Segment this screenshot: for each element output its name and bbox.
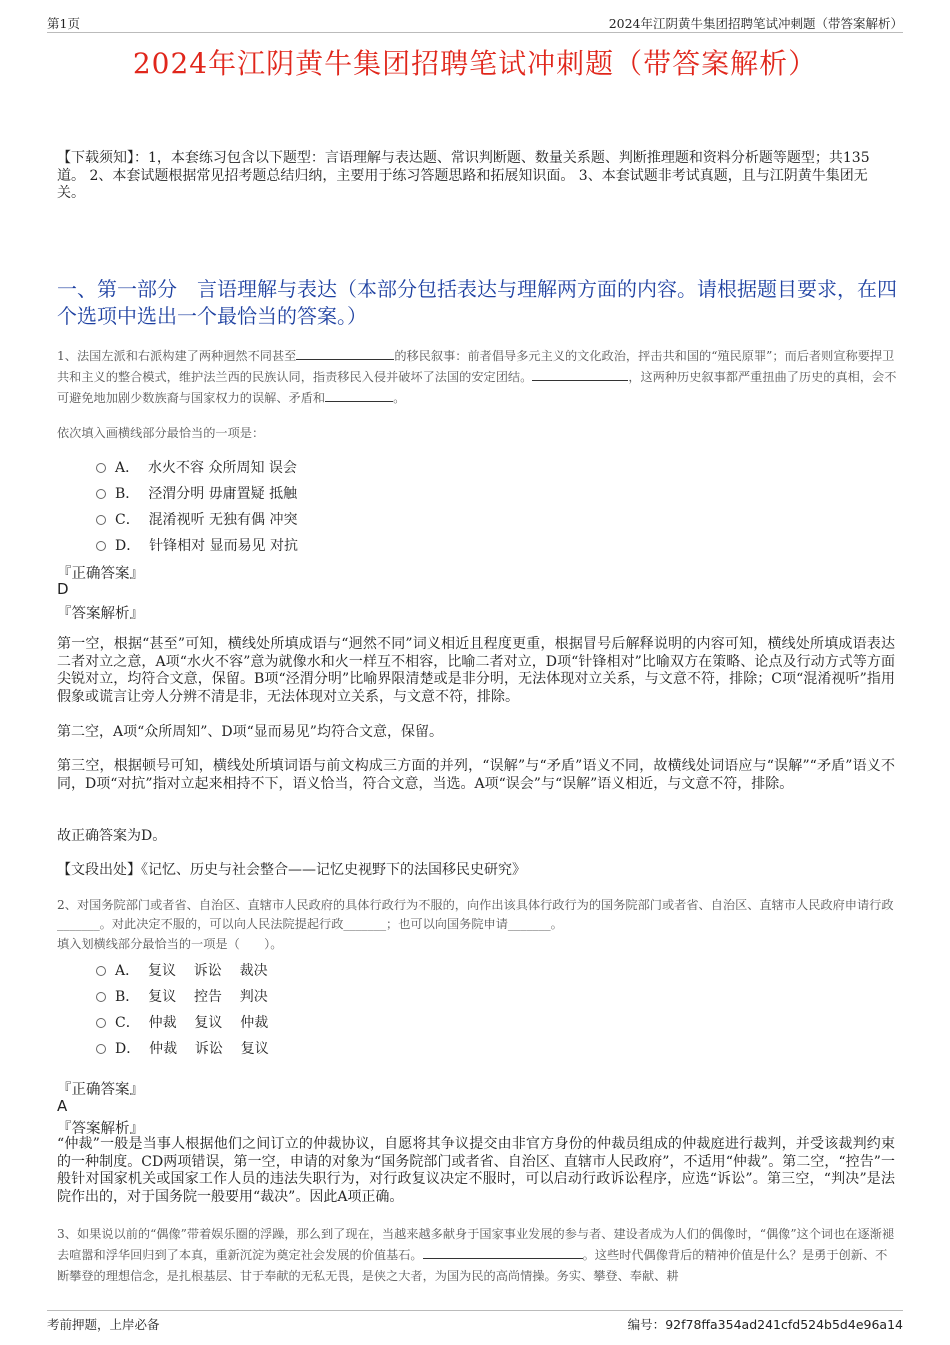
q1-option-a[interactable] [96,457,297,477]
question-2-text: 2、对国务院部门或者省、自治区、直辖市人民政府的具体行政行为不服的，向作出该具体行政行为的国务院部门或者省、自治区、直辖市人民政府申请行政_______。对此决定不服的，可以向人民法院提起行政_______；也可以向国务院申请_______。 [57,898,894,931]
option-label: D． 仲裁 诉讼 复议 [115,1041,269,1057]
blank [423,1246,583,1259]
q1-text-3: ，这两种历史叙事都严重扭曲了历史的真相，会不可避免地加剧少数族裔与国家权力的误解、矛盾和 [57,370,897,405]
radio-button[interactable] [96,489,106,499]
question-2-prompt: 填入划横线部分最恰当的一项是（ ）。 [57,937,283,951]
radio-button[interactable] [96,966,106,976]
option-label: D． 针锋相对 显而易见 对抗 [115,538,299,554]
document-title: 2024年江阴黄牛集团招聘笔试冲刺题（带答案解析） [132,47,818,80]
page-number: 第1页 [47,16,80,31]
q2-option-a[interactable] [96,960,268,980]
footer-slogan: 考前押题，上岸必备 [47,1317,160,1332]
option-label: B． 泾渭分明 毋庸置疑 抵触 [115,486,298,502]
blank [532,368,628,381]
option-label: A． 复议 诉讼 裁决 [115,963,268,979]
radio-button[interactable] [96,1044,106,1054]
q2-analysis-label: 『答案解析』 [57,1121,144,1137]
section-title-desc: 言语理解与表达（本部分包括表达与理解两方面的内容。请根据题目要求，在四个选项中选出一个最恰当的答案。） [57,277,897,328]
q1-analysis-2: 第二空，A项“众所周知”、D项“显而易见”均符合文意，保留。 [57,724,443,740]
radio-button[interactable] [96,463,106,473]
section-heading [57,276,897,330]
q1-answer-label: 『正确答案』 [57,566,144,582]
radio-button[interactable] [96,515,106,525]
radio-button[interactable] [96,541,106,551]
q2-option-b[interactable] [96,986,268,1006]
q1-text-4: 。 [393,391,406,405]
q1-analysis-1: 第一空，根据“甚至”可知，横线处所填成语与“迥然不同”词义相近且程度更重，根据冒号后解释说明的内容可知，横线处所填成语表达二者对立之意，A项“水火不容”意为就像水和火一样互不相容，比喻二者对立，D项“针锋相对”比喻双方在策略、论点及行动方式等方面尖锐对立，均符合文意，保留。B项“泾渭分明”比喻界限清楚或是非分明，无法体现对立关系，与文意不符，排除；C项“混淆视听”指用假象或谎言让旁人分辨不清是非，无法体现对立关系，与文意不符，排除。 [57,636,895,705]
q1-analysis-4: 故正确答案为D。 [57,828,167,844]
page-header [47,12,903,33]
q1-text-2: 的移民叙事：前者倡导多元主义的文化政治，抨击共和国的“殖民原罪”；而后者则宣称要捍卫共和主义的整合模式，维护法兰西的民族认同，指责移民入侵并破坏了法国的安定团结。 [57,349,895,384]
q2-answer: A [57,1097,68,1115]
q1-text-1: 1、法国左派和右派构建了两种迥然不同甚至 [57,349,297,363]
question-3-text [57,1224,897,1287]
q2-option-d[interactable] [96,1038,269,1058]
footer-code-block [628,1315,903,1333]
q3-text-1: 3、如果说以前的“偶像”带着娱乐圈的浮躁，那么到了现在，当越来越多献身于国家事业发展的参与者、建设者成为人们的偶像时，“偶像”这个词也在逐渐褪去喧嚣和浮华回归到了本真，重新沉淀为奠定社会发展的价值基石。 [57,1227,895,1262]
option-label: A． 水火不容 众所周知 误会 [115,460,297,476]
q1-source: 【文段出处】《记忆、历史与社会整合——记忆史视野下的法国移民史研究》 [57,862,526,878]
radio-button[interactable] [96,992,106,1002]
option-label: B． 复议 控告 判决 [115,989,268,1005]
q1-option-b[interactable] [96,483,297,503]
q1-option-c[interactable] [96,509,298,529]
option-label: C． 仲裁 复议 仲裁 [115,1015,269,1031]
q1-option-d[interactable] [96,535,298,555]
q1-analysis-3: 第三空，根据顿号可知，横线处所填词语与前文构成三方面的并列，“误解”与“矛盾”语义不同，故横线处词语应与“误解”“矛盾”语义不同，D项“对抗”指对立起来相持不下，语义恰当，符合文意，当选。A项“误会”与“误解”语义相近，与文意不符，排除。 [57,758,895,792]
q1-analysis-label: 『答案解析』 [57,606,144,622]
page-footer [47,1310,903,1333]
footer-code-label: 编号： [627,1317,666,1332]
q2-option-c[interactable] [96,1012,268,1032]
q2-answer-label: 『正确答案』 [57,1082,144,1098]
q3-text-2: 。这些时代偶像背后的精神价值是什么？是勇于创新、不断攀登的理想信念，是扎根基层、甘于奉献的无私无畏，是侠之大者，为国为民的高尚情操。务实、攀登、奉献、耕 [57,1248,888,1283]
section-title-part: 一、第一部分 [57,277,177,301]
footer-code: 92f78ffa354ad241cfd524b5d4e96a14 [665,1317,903,1332]
blank [296,347,394,360]
question-1-text [57,346,897,409]
option-label: C． 混淆视听 无独有偶 冲突 [115,512,298,528]
q2-analysis: “仲裁”一般是当事人根据他们之间订立的仲裁协议，自愿将其争议提交由非官方身份的仲裁员组成的仲裁庭进行裁判，并受该裁判约束的一种制度。CD两项错误，第一空，申请的对象为“国务院部门或者省、自治区、直辖市人民政府”，不适用“仲裁”。第二空，“控告”一般针对国家机关或国家工作人员的违法失职行为，对行政复议决定不服时，可以启动行政诉讼程序，应选“诉讼”。第三空，“判决”是法院作出的，对于国务院一般要用“裁决”。因此A项正确。 [57,1136,895,1205]
header-doc-title: 2024年江阴黄牛集团招聘笔试冲刺题（带答案解析） [608,16,903,31]
download-notice: 【下载须知】：1，本套练习包含以下题型：言语理解与表达题、常识判断题、数量关系题、判断推理题和资料分析题等题型；共135道。 2、本套试题根据常见招考题总结归纳，主要用于练习答题思路和拓展知识面。 3、本套试题非考试真题，且与江阴黄牛集团无关。 [57,150,870,201]
radio-button[interactable] [96,1018,106,1028]
question-1-prompt: 依次填入画横线部分最恰当的一项是： [57,426,265,440]
q1-answer: D [57,580,69,598]
blank [325,389,393,402]
